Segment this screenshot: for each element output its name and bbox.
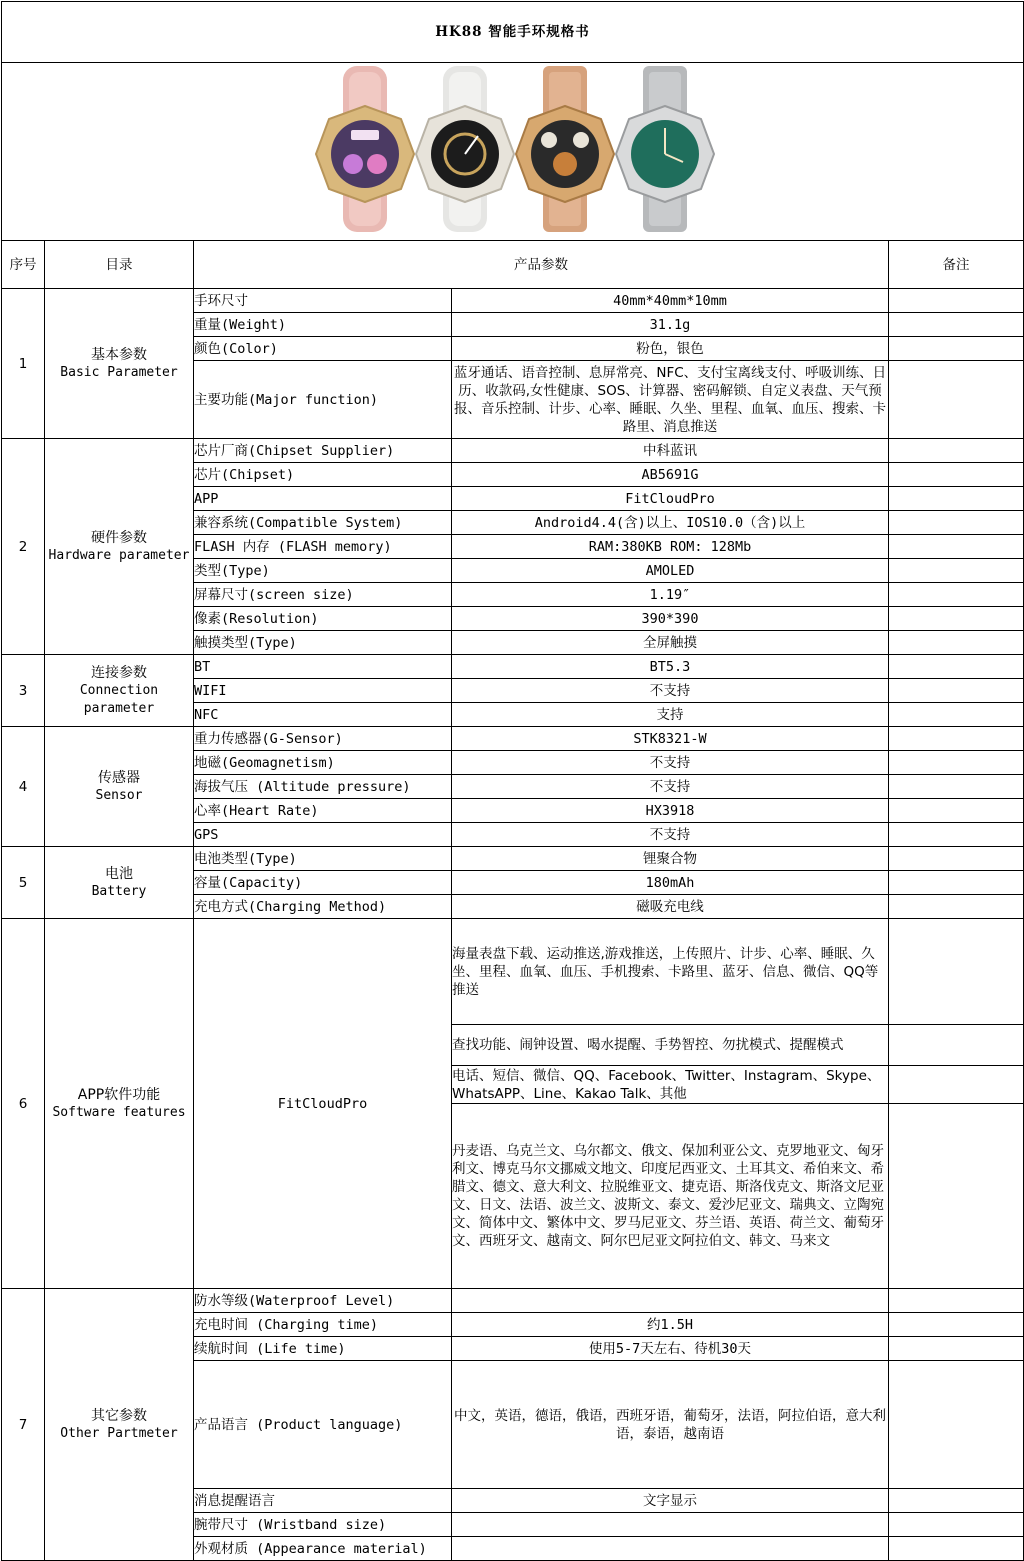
spec-value: 使用5-7天左右、待机30天 — [452, 1337, 889, 1361]
product-image — [2, 63, 1024, 241]
remark-cell — [889, 583, 1024, 607]
remark-cell — [889, 1337, 1024, 1361]
spec-value: 390*390 — [452, 607, 889, 631]
spec-value: AB5691G — [452, 463, 889, 487]
category-cn: APP软件功能 — [77, 1086, 161, 1103]
spec-value: 中文，英语，德语，俄语，西班牙语，葡萄牙，法语，阿拉伯语，意大利语，泰语，越南语 — [452, 1361, 889, 1489]
spec-label: 海拔气压 (Altitude pressure) — [194, 775, 452, 799]
software-label: FitCloudPro — [194, 919, 452, 1289]
remark-cell — [889, 1537, 1024, 1561]
spec-value: 不支持 — [452, 775, 889, 799]
remark-cell — [889, 337, 1024, 361]
spec-value: 中科蓝讯 — [452, 439, 889, 463]
spec-value — [452, 1289, 889, 1313]
category-en: Other Partmeter — [60, 1425, 178, 1441]
spec-value: 全屏触摸 — [452, 631, 889, 655]
section-number: 4 — [2, 727, 45, 847]
remark-cell — [889, 919, 1024, 1025]
remark-cell — [889, 679, 1024, 703]
section-category — [45, 847, 194, 919]
software-feature-text: 海量表盘下载、运动推送,游戏推送，上传照片、计步、心率、睡眠、久坐、里程、血氧、血压、手机搜索、卡路里、蓝牙、信息、微信、QQ等推送 — [452, 919, 889, 1025]
spec-sheet-table — [1, 1, 1024, 1561]
watch-pink — [316, 66, 414, 232]
remark-cell — [889, 535, 1024, 559]
remark-cell — [889, 871, 1024, 895]
spec-label: 兼容系统(Compatible System) — [194, 511, 452, 535]
spec-value — [452, 1513, 889, 1537]
remark-cell — [889, 727, 1024, 751]
spec-row — [2, 439, 1024, 463]
category-en: Hardware parameter — [48, 547, 190, 563]
remark-cell — [889, 751, 1024, 775]
spec-value: 40mm*40mm*10mm — [452, 289, 889, 313]
category-en: Connection parameter — [79, 682, 159, 716]
software-feature-text: 电话、短信、微信、QQ、Facebook、Twitter、Instagram、Skype、WhatsAPP、Line、Kakao Talk、其他 — [452, 1066, 889, 1104]
section-category — [45, 655, 194, 727]
section-category — [45, 289, 194, 439]
spec-label: 手环尺寸 — [194, 289, 452, 313]
spec-value: 磁吸充电线 — [452, 895, 889, 919]
spec-value: BT5.3 — [452, 655, 889, 679]
remark-cell — [889, 1066, 1024, 1104]
spec-label: 重力传感器(G-Sensor) — [194, 727, 452, 751]
remark-cell — [889, 487, 1024, 511]
spec-label: 腕带尺寸 (Wristband size) — [194, 1513, 452, 1537]
spec-label: 地磁(Geomagnetism) — [194, 751, 452, 775]
spec-label: 容量(Capacity) — [194, 871, 452, 895]
category-en: Sensor — [95, 787, 143, 803]
category-cn: 传感器 — [98, 769, 140, 786]
category-en: Basic Parameter — [60, 364, 178, 380]
remark-cell — [889, 823, 1024, 847]
spec-label: 充电时间 (Charging time) — [194, 1313, 452, 1337]
spec-label: 类型(Type) — [194, 559, 452, 583]
spec-row — [2, 1289, 1024, 1313]
remark-cell — [889, 559, 1024, 583]
software-row — [2, 919, 1024, 1025]
spec-value: 文字显示 — [452, 1489, 889, 1513]
spec-label: 颜色(Color) — [194, 337, 452, 361]
spec-value: 不支持 — [452, 751, 889, 775]
header-catalog: 目录 — [45, 241, 194, 289]
spec-label: 防水等级(Waterproof Level) — [194, 1289, 452, 1313]
spec-label: 芯片厂商(Chipset Supplier) — [194, 439, 452, 463]
spec-label: NFC — [194, 703, 452, 727]
section-number: 1 — [2, 289, 45, 439]
spec-label: 续航时间 (Life time) — [194, 1337, 452, 1361]
spec-value: 锂聚合物 — [452, 847, 889, 871]
spec-value: HX3918 — [452, 799, 889, 823]
remark-cell — [889, 799, 1024, 823]
spec-value — [452, 1537, 889, 1561]
section-number: 3 — [2, 655, 45, 727]
category-cn: 基本参数 — [91, 346, 147, 363]
spec-label: GPS — [194, 823, 452, 847]
watch-silver — [616, 66, 714, 232]
spec-value: 支持 — [452, 703, 889, 727]
remark-cell — [889, 289, 1024, 313]
spec-label: 像素(Resolution) — [194, 607, 452, 631]
category-en: Battery — [91, 883, 147, 899]
spec-label: 触摸类型(Type) — [194, 631, 452, 655]
spec-value: FitCloudPro — [452, 487, 889, 511]
section-category — [45, 727, 194, 847]
spec-row — [2, 289, 1024, 313]
remark-cell — [889, 511, 1024, 535]
spec-value: 1.19″ — [452, 583, 889, 607]
remark-cell — [889, 631, 1024, 655]
header-params: 产品参数 — [194, 241, 889, 289]
smartwatch-lineup-illustration — [273, 64, 753, 234]
remark-cell — [889, 895, 1024, 919]
section-category — [45, 1289, 194, 1561]
spec-value: 180mAh — [452, 871, 889, 895]
spec-label: APP — [194, 487, 452, 511]
spec-label: 消息提醒语言 — [194, 1489, 452, 1513]
header-remark: 备注 — [889, 241, 1024, 289]
spec-label: 电池类型(Type) — [194, 847, 452, 871]
remark-cell — [889, 313, 1024, 337]
remark-cell — [889, 1489, 1024, 1513]
spec-row — [2, 655, 1024, 679]
spec-row — [2, 727, 1024, 751]
remark-cell — [889, 1025, 1024, 1066]
category-en: Software features — [52, 1104, 186, 1120]
watch-white — [416, 66, 514, 232]
remark-cell — [889, 361, 1024, 439]
spec-value: AMOLED — [452, 559, 889, 583]
software-feature-text: 丹麦语、乌克兰文、乌尔都文、俄文、保加利亚公文、克罗地亚文、匈牙利文、博克马尔文挪威文地文、印度尼西亚文、土耳其文、希伯来文、希腊文、德文、意大利文、拉脱维亚文、捷克语、斯洛伐克文、斯洛文尼亚文、日文、法语、波兰文、波斯文、泰文、爱沙尼亚文、瑞典文、立陶宛文、简体中文、繁体中文、罗马尼亚文、芬兰语、英语、荷兰文、葡萄牙文、西班牙文、越南文、阿尔巴尼亚文阿拉伯文、韩文、马来文 — [452, 1104, 889, 1289]
spec-label: WIFI — [194, 679, 452, 703]
remark-cell — [889, 439, 1024, 463]
software-feature-text: 查找功能、闹钟设置、喝水提醒、手势智控、勿扰模式、提醒模式 — [452, 1025, 889, 1066]
spec-label: 产品语言 (Product language) — [194, 1361, 452, 1489]
remark-cell — [889, 775, 1024, 799]
remark-cell — [889, 1104, 1024, 1289]
category-cn: 其它参数 — [91, 1407, 147, 1424]
spec-label: FLASH 内存 (FLASH memory) — [194, 535, 452, 559]
spec-value: 蓝牙通话、语音控制、息屏常亮、NFC、支付宝离线支付、呼吸训练、日历、收款码,女性健康、SOS、计算器、密码解锁、自定义表盘、天气预报、音乐控制、计步、心率、睡眠、久坐、里程、血氧、血压、搜索、卡路里、消息推送 — [452, 361, 889, 439]
spec-label: 芯片(Chipset) — [194, 463, 452, 487]
spec-value: RAM:380KB ROM: 128Mb — [452, 535, 889, 559]
remark-cell — [889, 607, 1024, 631]
spec-label: 屏幕尺寸(screen size) — [194, 583, 452, 607]
remark-cell — [889, 1313, 1024, 1337]
remark-cell — [889, 655, 1024, 679]
spec-value: 约1.5H — [452, 1313, 889, 1337]
remark-cell — [889, 703, 1024, 727]
section-number: 6 — [2, 919, 45, 1289]
remark-cell — [889, 1289, 1024, 1313]
spec-value: 粉色，银色 — [452, 337, 889, 361]
category-cn: 硬件参数 — [91, 529, 147, 546]
spec-label: 心率(Heart Rate) — [194, 799, 452, 823]
remark-cell — [889, 847, 1024, 871]
spec-value: 31.1g — [452, 313, 889, 337]
section-number: 7 — [2, 1289, 45, 1561]
category-cn: 电池 — [105, 865, 133, 882]
category-cn: 连接参数 — [91, 664, 147, 681]
section-category — [45, 919, 194, 1289]
remark-cell — [889, 1513, 1024, 1537]
spec-value: 不支持 — [452, 679, 889, 703]
remark-cell — [889, 463, 1024, 487]
section-number: 5 — [2, 847, 45, 919]
spec-value: 不支持 — [452, 823, 889, 847]
section-category — [45, 439, 194, 655]
remark-cell — [889, 1361, 1024, 1489]
section-number: 2 — [2, 439, 45, 655]
spec-value: STK8321-W — [452, 727, 889, 751]
watch-rose-gold — [516, 66, 614, 232]
spec-label: 外观材质 (Appearance material) — [194, 1537, 452, 1561]
spec-label: 主要功能(Major function) — [194, 361, 452, 439]
header-no: 序号 — [2, 241, 45, 289]
spec-row — [2, 847, 1024, 871]
spec-value: Android4.4(含)以上、IOS10.0（含)以上 — [452, 511, 889, 535]
spec-label: 充电方式(Charging Method) — [194, 895, 452, 919]
document-title: HK88 智能手环规格书 — [2, 2, 1024, 63]
spec-label: 重量(Weight) — [194, 313, 452, 337]
spec-label: BT — [194, 655, 452, 679]
